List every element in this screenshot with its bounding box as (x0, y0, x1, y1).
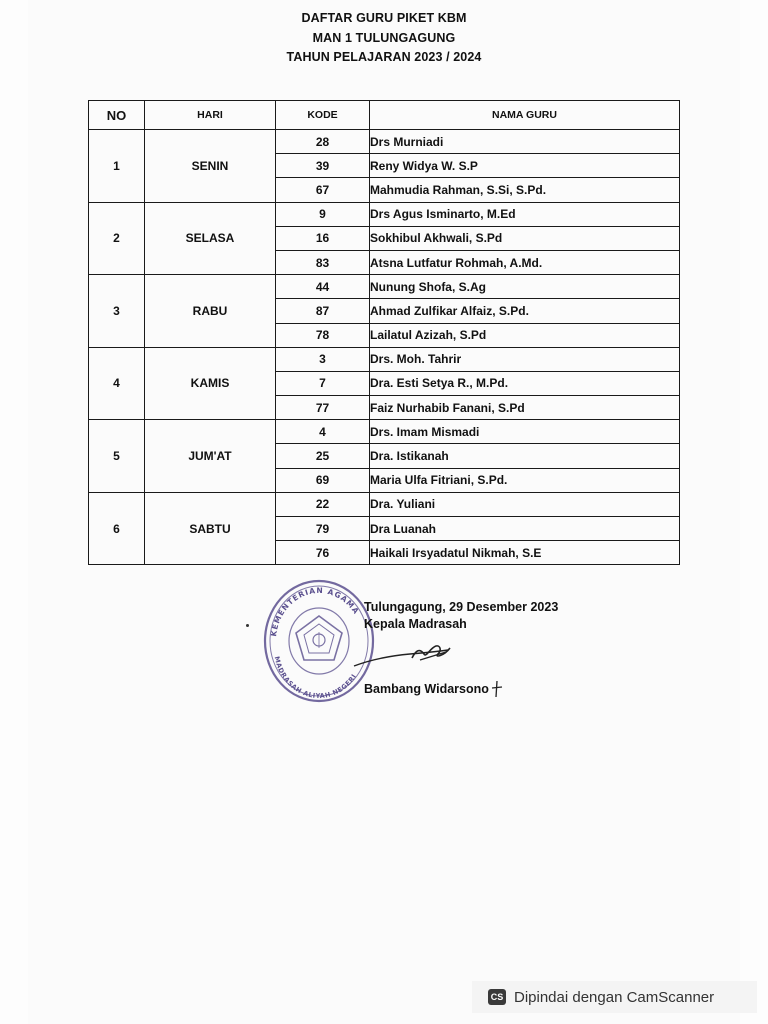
cell-no: 6 (89, 492, 145, 565)
cell-teacher-name: Dra. Esti Setya R., M.Pd. (370, 371, 680, 395)
cell-day: SABTU (145, 492, 276, 565)
cell-no: 3 (89, 275, 145, 348)
cell-code: 76 (276, 541, 370, 565)
table-row (89, 420, 680, 444)
table-row (89, 202, 680, 226)
cell-teacher-name: Nunung Shofa, S.Ag (370, 275, 680, 299)
handwritten-signature (350, 640, 460, 670)
title-line-3: TAHUN PELAJARAN 2023 / 2024 (286, 50, 482, 64)
signer-name: Bambang Widarsono (364, 682, 489, 696)
camscanner-text: Dipindai dengan CamScanner (514, 988, 715, 1006)
cell-teacher-name: Dra Luanah (370, 517, 680, 541)
stamp-text-top: KEMENTERIAN AGAMA (269, 585, 362, 638)
cell-teacher-name: Dra. Yuliani (370, 492, 680, 516)
camscanner-icon: CS (488, 989, 506, 1005)
cell-teacher-name: Reny Widya W. S.P (370, 154, 680, 178)
cell-code: 39 (276, 154, 370, 178)
document-title (0, 9, 768, 68)
cell-code: 69 (276, 468, 370, 492)
cell-teacher-name: Haikali Irsyadatul Nikmah, S.E (370, 541, 680, 565)
col-header-no: NO (89, 101, 145, 130)
table-row (89, 275, 680, 299)
cell-code: 78 (276, 323, 370, 347)
cell-teacher-name: Dra. Istikanah (370, 444, 680, 468)
cell-no: 4 (89, 347, 145, 420)
cell-day: SENIN (145, 130, 276, 203)
cell-code: 67 (276, 178, 370, 202)
table-header-row (89, 101, 680, 130)
cell-teacher-name: Drs. Moh. Tahrir (370, 347, 680, 371)
title-line-1: DAFTAR GURU PIKET KBM (301, 11, 467, 25)
stamp-emblem-icon (296, 616, 342, 660)
cell-no: 5 (89, 420, 145, 493)
stamp-text-bottom: MADRASAH ALIYAH NEGERI (272, 655, 359, 701)
cell-teacher-name: Drs. Imam Mismadi (370, 420, 680, 444)
cell-teacher-name: Ahmad Zulfikar Alfaiz, S.Pd. (370, 299, 680, 323)
cell-teacher-name: Faiz Nurhabib Fanani, S.Pd (370, 396, 680, 420)
table-row (89, 130, 680, 154)
cell-no: 2 (89, 202, 145, 275)
place-date: Tulungagung, 29 Desember 2023 (364, 600, 559, 614)
cell-teacher-name: Drs Murniadi (370, 130, 680, 154)
cell-code: 16 (276, 226, 370, 250)
col-header-code: KODE (276, 101, 370, 130)
col-header-day: HARI (145, 101, 276, 130)
cell-day: SELASA (145, 202, 276, 275)
signer-role: Kepala Madrasah (364, 617, 467, 631)
table-row (89, 492, 680, 516)
cell-code: 83 (276, 250, 370, 274)
duty-roster-table (88, 100, 680, 565)
title-line-2: MAN 1 TULUNGAGUNG (312, 30, 456, 45)
cell-code: 7 (276, 371, 370, 395)
cell-teacher-name: Sokhibul Akhwali, S.Pd (370, 226, 680, 250)
cell-code: 28 (276, 130, 370, 154)
cell-teacher-name: Mahmudia Rahman, S.Si, S.Pd. (370, 178, 680, 202)
cell-code: 3 (276, 347, 370, 371)
cell-day: KAMIS (145, 347, 276, 420)
cell-teacher-name: Maria Ulfa Fitriani, S.Pd. (370, 468, 680, 492)
cell-teacher-name: Lailatul Azizah, S.Pd (370, 323, 680, 347)
cell-code: 4 (276, 420, 370, 444)
col-header-name: NAMA GURU (370, 101, 680, 130)
cell-code: 22 (276, 492, 370, 516)
cell-no: 1 (89, 130, 145, 203)
cell-code: 79 (276, 517, 370, 541)
cell-code: 44 (276, 275, 370, 299)
cell-code: 9 (276, 202, 370, 226)
pen-mark-icon (490, 680, 504, 698)
cell-day: RABU (145, 275, 276, 348)
table-body (89, 130, 680, 565)
ink-dot (246, 624, 249, 627)
cell-teacher-name: Drs Agus Isminarto, M.Ed (370, 202, 680, 226)
table-row (89, 347, 680, 371)
cell-day: JUM'AT (145, 420, 276, 493)
cell-teacher-name: Atsna Lutfatur Rohmah, A.Md. (370, 250, 680, 274)
cell-code: 87 (276, 299, 370, 323)
cell-code: 77 (276, 396, 370, 420)
camscanner-watermark (472, 981, 757, 1013)
cell-code: 25 (276, 444, 370, 468)
